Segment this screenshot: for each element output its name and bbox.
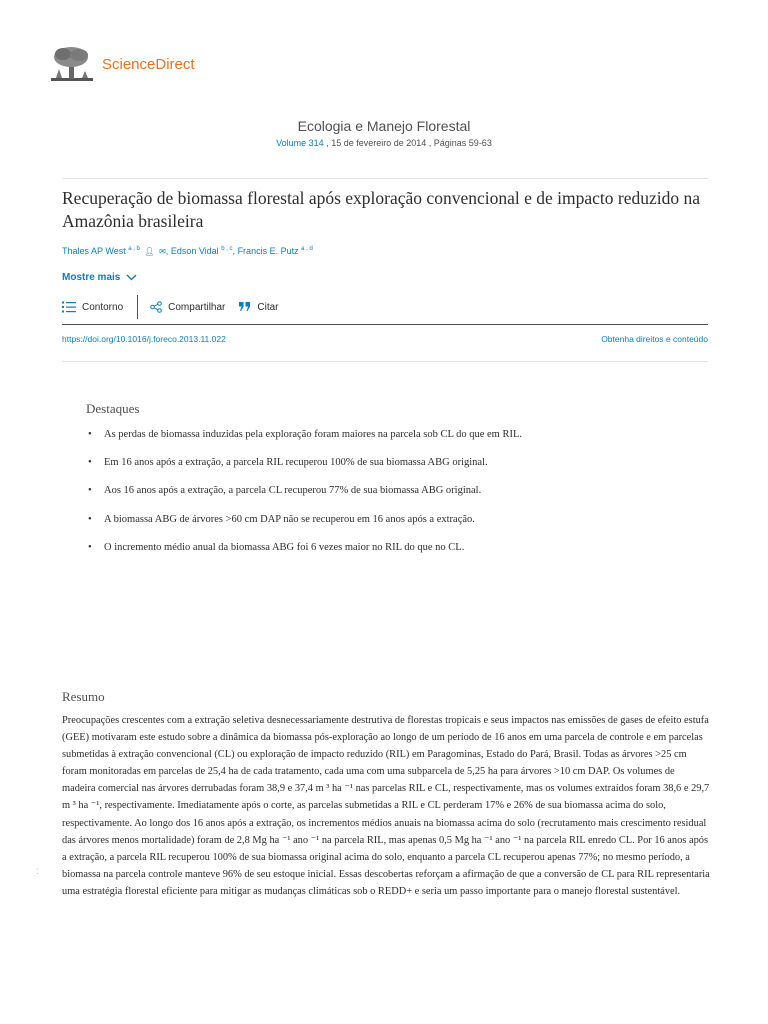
volume-link[interactable]: Volume 314: [276, 138, 324, 148]
issue-info: , 15 de fevereiro de 2014 , Páginas 59-63: [323, 138, 492, 148]
share-button[interactable]: [150, 301, 225, 313]
scroll-marker: :: [36, 866, 39, 877]
author-list: Thales AP West $^{a , b}$ 👤︎ ✉, Edson Vidal $^{b , c}$, Francis E. Putz $^{a , d}$: [62, 246, 313, 256]
highlights-heading: Destaques: [86, 401, 140, 416]
cite-button[interactable]: [239, 302, 278, 313]
site-header: [50, 44, 195, 84]
cite-label: Citar: [257, 301, 279, 313]
elsevier-tree-logo[interactable]: [50, 45, 94, 83]
rights-link[interactable]: Obtenha direitos e conteúdo: [601, 334, 708, 344]
author-affiliation[interactable]: a , b: [128, 246, 140, 252]
quote-icon: [239, 302, 251, 312]
list-item: • O incremento médio anual da biomassa ABG foi 6 vezes maior no RIL do que no CL.: [86, 539, 566, 556]
doi-link[interactable]: https://doi.org/10.1016/j.foreco.2013.11.022: [62, 334, 226, 344]
brand-name[interactable]: ScienceDirect: [102, 55, 195, 73]
list-item: • As perdas de biomassa induzidas pela exploração foram maiores na parcela sob CL do que em RIL.: [86, 426, 566, 443]
outline-button[interactable]: [62, 301, 123, 313]
article-toolbar: [62, 294, 279, 320]
abstract-heading: Resumo: [62, 689, 105, 704]
author-affiliation[interactable]: b , c: [221, 246, 233, 252]
journal-details: [0, 138, 768, 148]
mail-icon[interactable]: ✉: [159, 247, 166, 256]
article-title: Recuperação de biomassa florestal após exploração convencional e de impacto reduzido na Amazônia brasileira: [62, 188, 700, 231]
outline-label: Contorno: [82, 301, 124, 313]
share-icon: [150, 301, 162, 313]
share-label: Compartilhar: [168, 301, 226, 313]
journal-name[interactable]: Ecologia e Manejo Florestal: [297, 118, 471, 134]
highlights-list: [86, 426, 566, 556]
divider: [62, 361, 708, 362]
author-affiliation[interactable]: a , d: [301, 246, 313, 252]
person-icon[interactable]: 👤︎: [144, 247, 155, 256]
list-item: • Aos 16 anos após a extração, a parcela CL recuperou 77% de sua biomassa ABG original.: [86, 482, 566, 499]
chevron-down-icon: [126, 274, 137, 281]
divider: [62, 178, 708, 179]
toolbar-separator: [137, 295, 138, 319]
author-link[interactable]: Thales AP West: [62, 246, 126, 256]
list-item: • Em 16 anos após a extração, a parcela RIL recuperou 100% de sua biomassa ABG original.: [86, 454, 566, 471]
abstract-text: Preocupações crescentes com a extração seletiva desnecessariamente destrutiva de florestas tropicais e seus impactos nas emissões de gases de efeito estufa (GEE) motivaram este estudo sobre a dinâmica da biomassa pós-exploração ao longo de um período de 16 anos em uma parcela de controle e em parcelas submetidas à extração convencional (CL) ou exploração de impacto reduzido (RIL) em Paragominas, Estado do Pará, Brasil. Todas as árvores >25 cm foram monitoradas em parcelas de 25,4 ha de cada tratamento, cada uma com uma subparcela de 5,25 ha para árvores >10 cm DAP. Os volumes de madeira comercial nas árvores derrubadas foram 38,9 e 37,4 m ³ ha ⁻¹ nas parcelas RIL e CL, respectivamente, mas os volumes extraídos foram 38,6 e 29,7 m ³ ha ⁻¹, respectivamente. Imediatamente após o corte, as parcelas submetidas a RIL e CL perderam 17% e 26% de sua biomassa acima do solo, respectivamente. Ao longo dos 16 anos após a extração, os incrementos médios anuais na biomassa acima do solo (recrutamento mais crescimento residual das árvores menos mortalidade) foram de 2,8 Mg ha ⁻¹ ano ⁻¹ na parcela RIL, mas apenas 0,5 Mg ha ⁻¹ ano ⁻¹ na parcela RIL enredo CL. Por 16 anos após a extração, a parcela RIL recuperou 100% de sua biomassa original acima do solo, enquanto a parcela CL recuperou apenas 77%; no mesmo período, a biomassa na parcela controle manteve 96% de seu estoque inicial. Essas descobertas reforçam a afirmação de que a conversão de CL para RIL representaria uma estratégia florestal eficiente para mitigar as mudanças climáticas sob o REDD+ e seria um passo importante para o manejo florestal sustentável.: [62, 715, 710, 897]
show-more-button[interactable]: [62, 272, 137, 283]
list-item: • A biomassa ABG de árvores >60 cm DAP não se recuperou em 16 anos após a extração.: [86, 511, 566, 528]
show-more-label: Mostre mais: [62, 272, 121, 283]
toolbar-divider: [62, 324, 708, 325]
author-link[interactable]: Francis E. Putz: [237, 246, 299, 256]
author-link[interactable]: Edson Vidal: [170, 246, 219, 256]
list-icon: [62, 301, 76, 313]
